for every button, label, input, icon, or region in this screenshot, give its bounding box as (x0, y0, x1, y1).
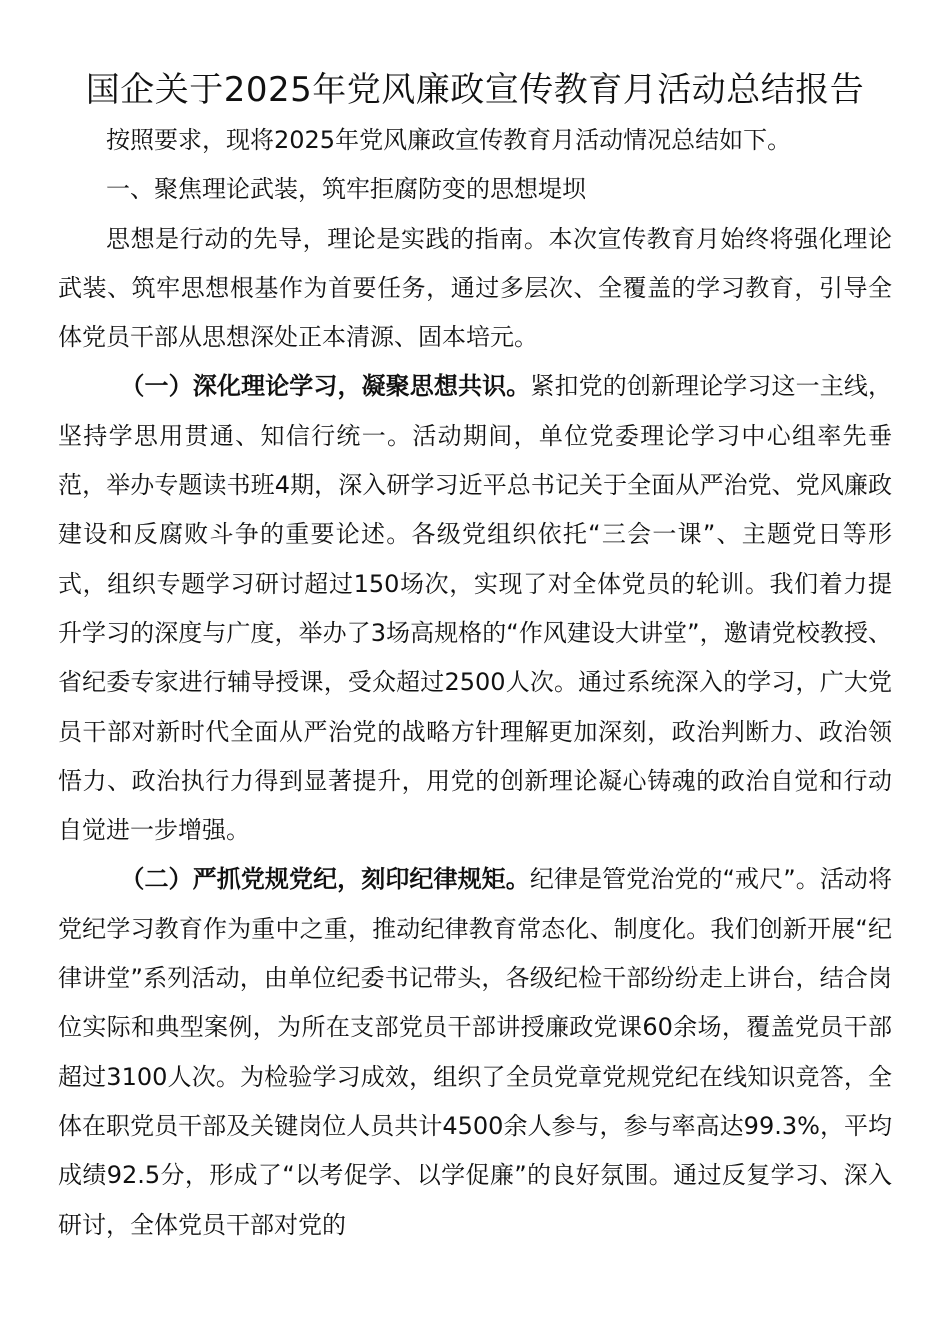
subsection-1-title: （一）深化理论学习，凝聚思想共识。 (120, 372, 531, 401)
document-body (58, 116, 892, 1250)
subsection-1 (58, 362, 892, 855)
subsection-2 (58, 855, 892, 1249)
section-heading-1: 一、聚焦理论武装，筑牢拒腐防变的思想堤坝 (106, 175, 586, 204)
subsection-2-text: 纪律是管党治党的“戒尺”。活动将党纪学习教育作为重中之重，推动纪律教育常态化、制度化。我们创新开展“纪律讲堂”系列活动，由单位纪委书记带头，各级纪检干部纷纷走上讲台，结合岗位实际和典型案例，为所在支部党员干部讲授廉政党课60余场，覆盖党员干部超过3100人次。为检验学习成效，组织了全员党章党规党纪在线知识竞答，全体在职党员干部及关键岗位人员共计4500余人参与，参与率高达99.3%，平均成绩92.5分，形成了“以考促学、以学促廉”的良好氛围。通过反复学习、深入研讨，全体党员干部对党的 (58, 865, 892, 1239)
subsection-1-text: 紧扣党的创新理论学习这一主线，坚持学思用贯通、知信行统一。活动期间，单位党委理论学习中心组率先垂范，举办专题读书班4期，深入研学习近平总书记关于全面从严治党、党风廉政建设和反腐败斗争的重要论述。各级党组织依托“三会一课”、主题党日等形式，组织专题学习研讨超过150场次，实现了对全体党员的轮训。我们着力提升学习的深度与广度，举办了3场高规格的“作风建设大讲堂”，邀请党校教授、省纪委专家进行辅导授课，受众超过2500人次。通过系统深入的学习，广大党员干部对新时代全面从严治党的战略方针理解更加深刻，政治判断力、政治领悟力、政治执行力得到显著提升，用党的创新理论凝心铸魂的政治自觉和行动自觉进一步增强。 (58, 372, 893, 845)
document-title: 国企关于2025年党风廉政宣传教育月活动总结报告 (85, 70, 865, 110)
subsection-2-title: （二）严抓党规党纪，刻印纪律规矩。 (120, 865, 530, 894)
paragraph-1: 思想是行动的先导，理论是实践的指南。本次宣传教育月始终将强化理论武装、筑牢思想根基作为首要任务，通过多层次、全覆盖的学习教育，引导全体党员干部从思想深处正本清源、固本培元。 (58, 224, 892, 352)
intro-paragraph: 按照要求，现将2025年党风廉政宣传教育月活动情况总结如下。 (106, 126, 792, 154)
